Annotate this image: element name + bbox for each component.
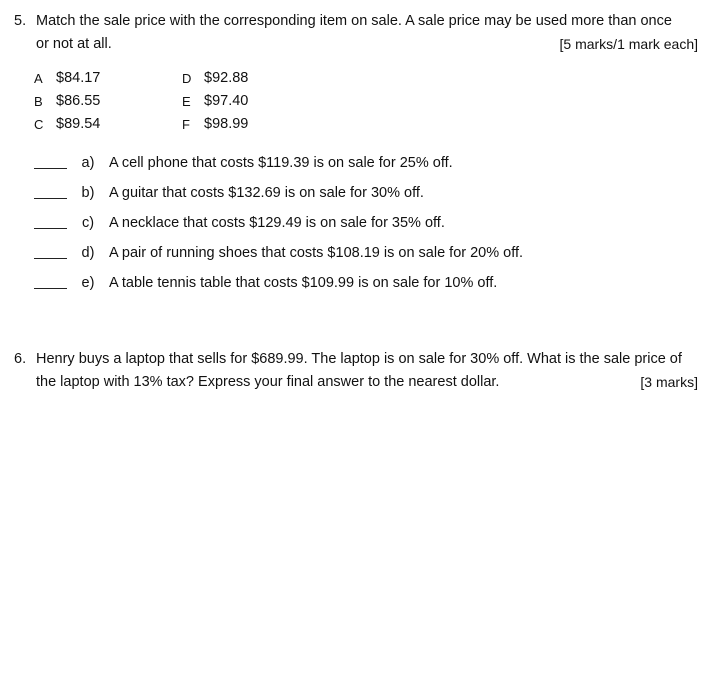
price-options-right bbox=[182, 67, 248, 136]
item-letter: e) bbox=[81, 275, 95, 291]
item-text: A necklace that costs $129.49 is on sale for 35% off. bbox=[109, 215, 445, 231]
price-option-a bbox=[34, 67, 100, 90]
item-letter: d) bbox=[81, 245, 95, 261]
question-5-line-2 bbox=[14, 33, 698, 56]
answer-blank[interactable] bbox=[34, 268, 67, 298]
answer-blank[interactable] bbox=[34, 208, 67, 238]
item-letter: a) bbox=[81, 155, 95, 171]
option-letter: A bbox=[34, 71, 43, 86]
item-text: A cell phone that costs $119.39 is on sale for 25% off. bbox=[109, 155, 453, 171]
option-letter: D bbox=[182, 71, 192, 86]
match-item-e bbox=[34, 268, 634, 298]
item-text: A guitar that costs $132.69 is on sale for 30% off. bbox=[109, 185, 424, 201]
item-letter: c) bbox=[81, 215, 95, 231]
match-item-d bbox=[34, 238, 634, 268]
option-letter: C bbox=[34, 117, 44, 132]
price-options-left bbox=[34, 67, 100, 136]
item-text: A table tennis table that costs $109.99 is on sale for 10% off. bbox=[109, 275, 498, 291]
price-option-f bbox=[182, 113, 248, 136]
question-6-text-1: Henry buys a laptop that sells for $689.99. The laptop is on sale for 30% off. What is the sale price of bbox=[36, 351, 682, 367]
item-text: A pair of running shoes that costs $108.19 is on sale for 20% off. bbox=[109, 245, 524, 261]
price-option-b bbox=[34, 90, 100, 113]
answer-blank[interactable] bbox=[34, 178, 67, 208]
question-6-line-1 bbox=[14, 348, 698, 371]
option-price: $89.54 bbox=[56, 116, 101, 132]
question-5-number: 5. bbox=[14, 13, 27, 29]
option-price: $98.99 bbox=[204, 116, 249, 132]
question-6 bbox=[14, 348, 698, 394]
question-5-marks: [5 marks/1 mark each] bbox=[559, 36, 698, 52]
option-letter: B bbox=[34, 94, 43, 109]
question-6-number: 6. bbox=[14, 351, 27, 367]
option-price: $92.88 bbox=[204, 70, 249, 86]
answer-blank[interactable] bbox=[34, 238, 67, 268]
option-letter: E bbox=[182, 94, 191, 109]
match-item-c bbox=[34, 208, 634, 238]
question-5-text-1: Match the sale price with the corresponding item on sale. A sale price may be used more than once bbox=[36, 13, 672, 29]
match-items bbox=[34, 148, 634, 298]
price-option-e bbox=[182, 90, 248, 113]
option-letter: F bbox=[182, 117, 190, 132]
question-6-line-2 bbox=[14, 371, 698, 394]
option-price: $86.55 bbox=[56, 93, 101, 109]
match-item-b bbox=[34, 178, 634, 208]
price-options bbox=[34, 67, 334, 139]
price-option-c bbox=[34, 113, 100, 136]
question-5-text-2: or not at all. bbox=[36, 36, 112, 52]
match-item-a bbox=[34, 148, 634, 178]
price-option-d bbox=[182, 67, 248, 90]
question-6-text-2: the laptop with 13% tax? Express your final answer to the nearest dollar. bbox=[36, 374, 500, 390]
question-5-line-1 bbox=[14, 10, 698, 33]
question-5 bbox=[14, 10, 698, 56]
answer-blank[interactable] bbox=[34, 148, 67, 178]
question-6-marks: [3 marks] bbox=[640, 374, 698, 390]
option-price: $97.40 bbox=[204, 93, 249, 109]
option-price: $84.17 bbox=[56, 70, 101, 86]
item-letter: b) bbox=[81, 185, 95, 201]
